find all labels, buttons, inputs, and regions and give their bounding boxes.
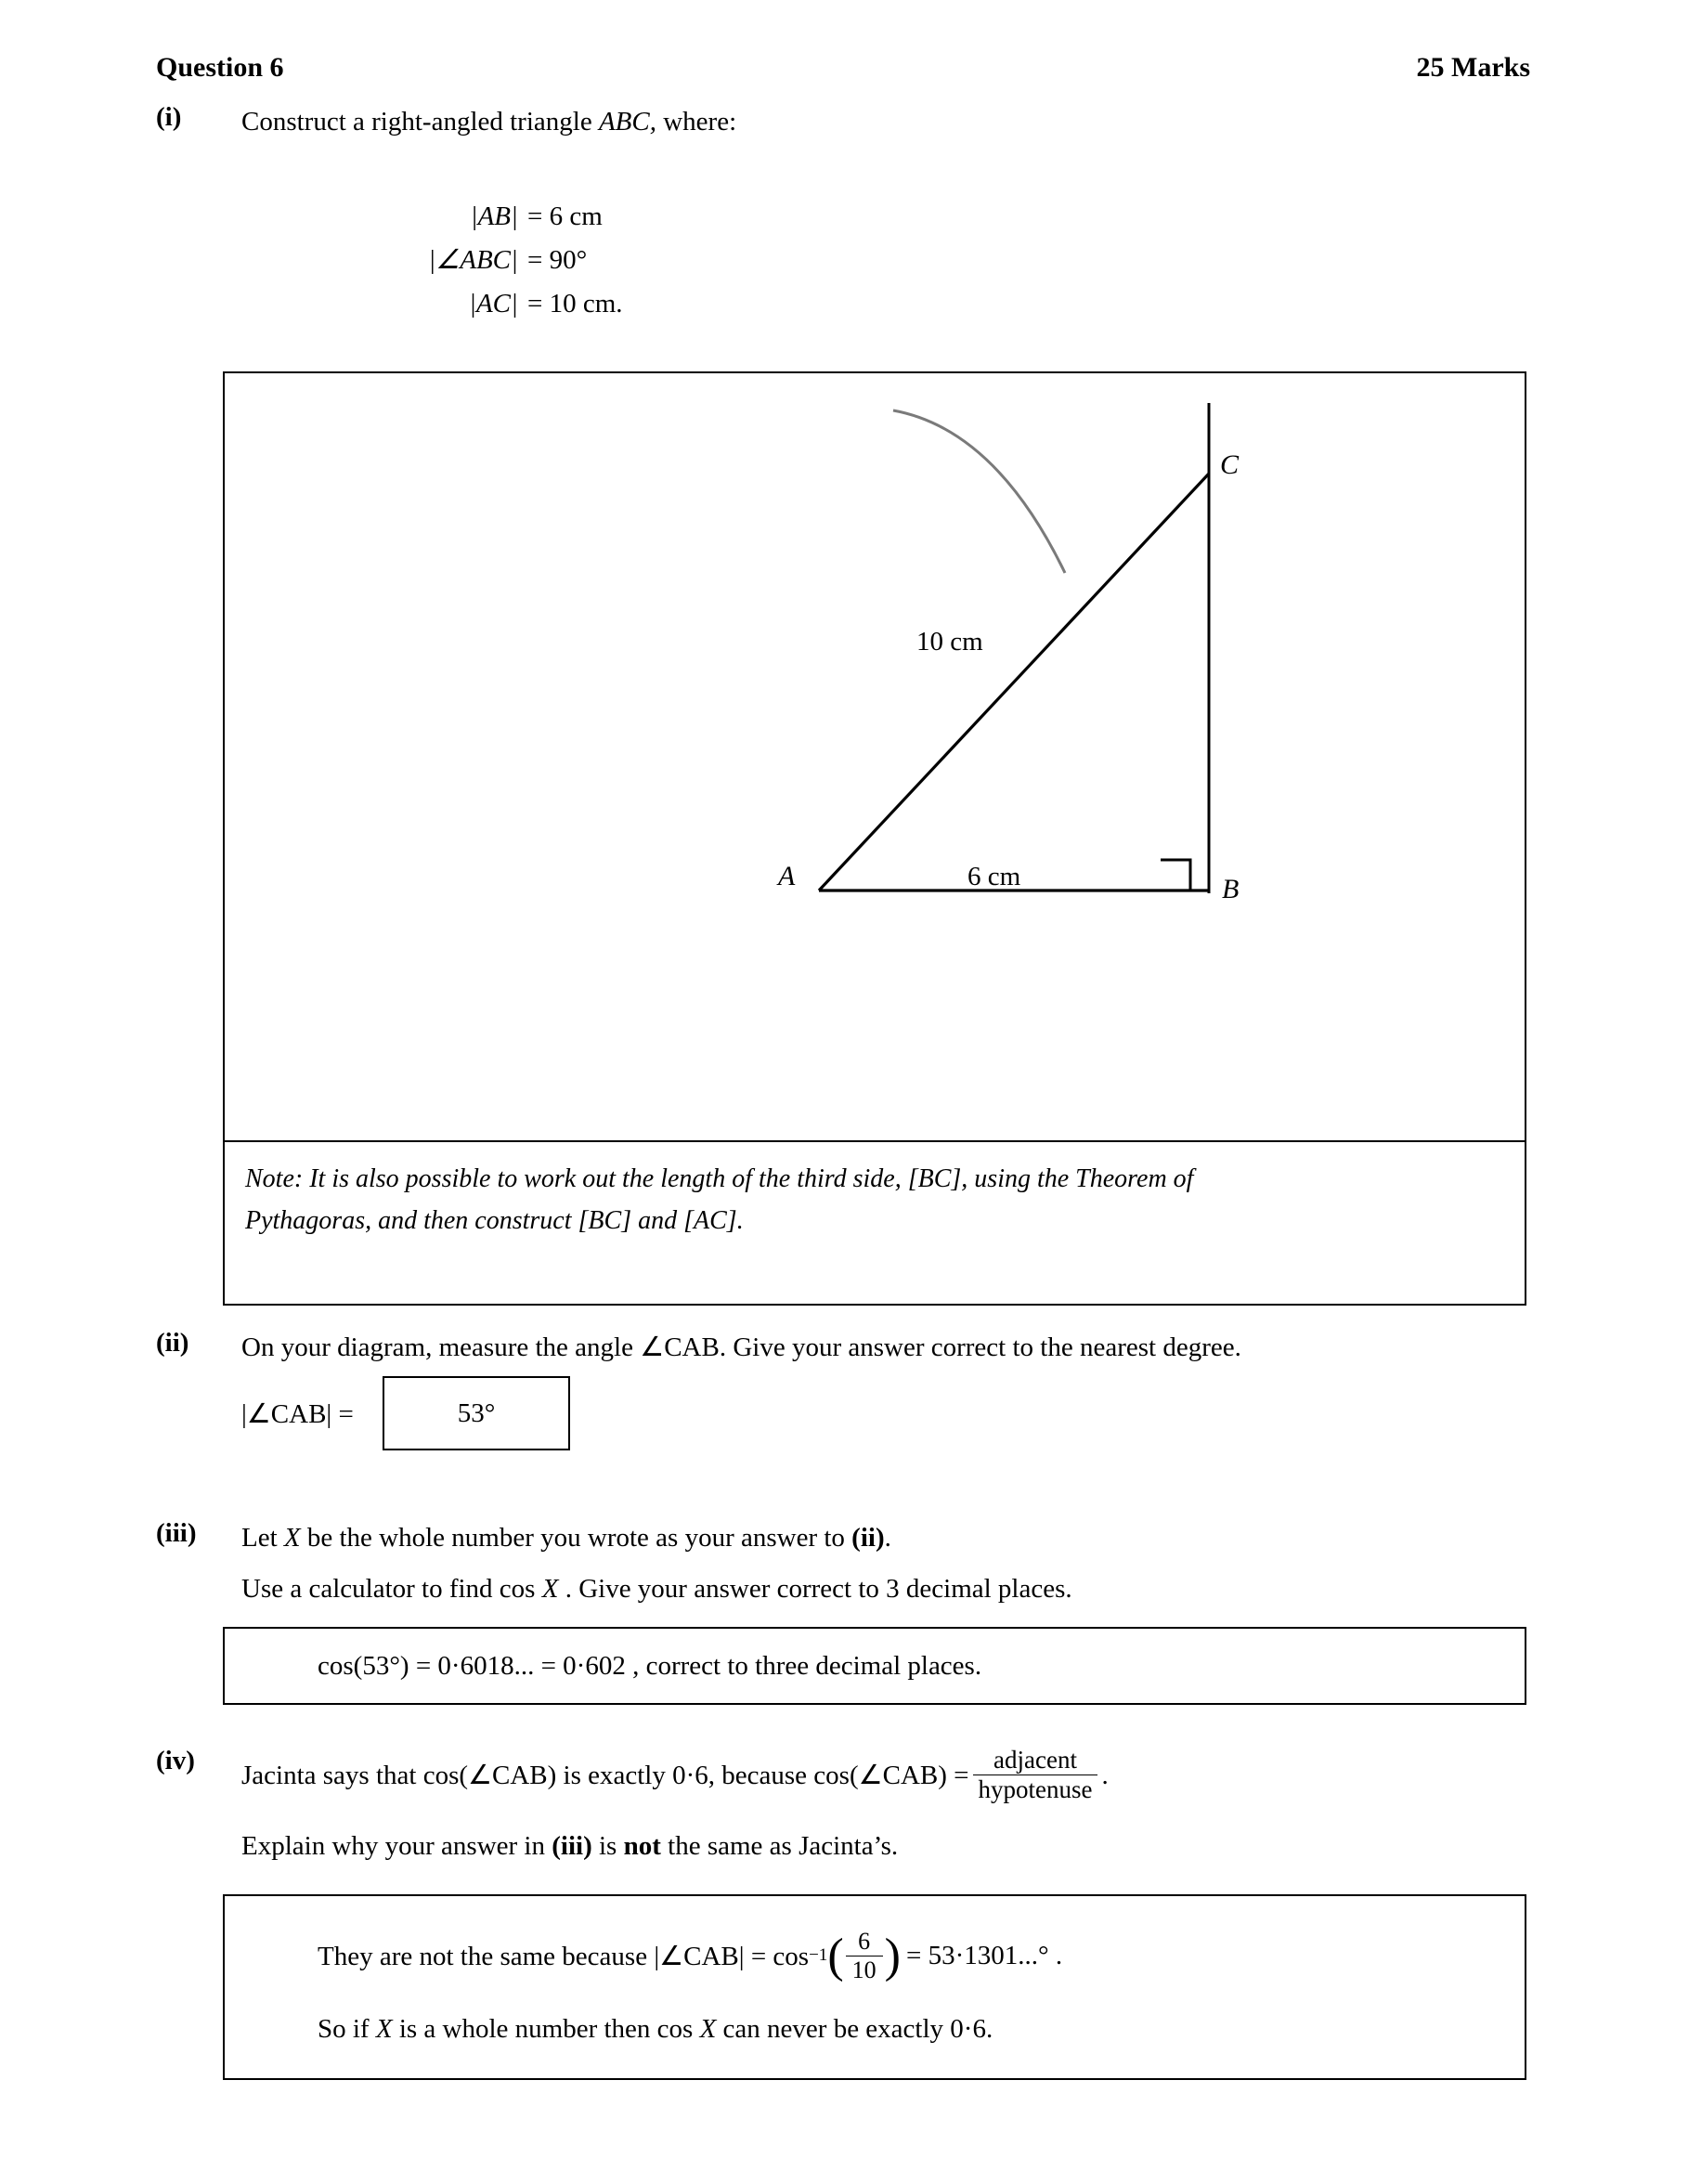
part-iii-l2c: . Give your answer correct to 3 decimal places. (558, 1574, 1072, 1604)
note-text-4: and (631, 1205, 684, 1235)
part-i-text-before: Construct a right-angled triangle (241, 107, 599, 136)
part-iv-ans-l2e: can never be exactly 0·6. (716, 2013, 993, 2044)
note-word-note: Note (245, 1164, 294, 1193)
part-iii-var-x: X (283, 1523, 301, 1553)
part-iii-text (241, 1518, 891, 1557)
part-i-label: (i) (156, 102, 182, 132)
part-iv-answer-line2 (225, 1984, 1525, 2045)
angle-cab-prefix: |∠CAB| = (241, 1399, 354, 1429)
question-title: Question 6 (156, 52, 284, 83)
angle-cab-answer-box[interactable] (383, 1376, 570, 1450)
part-iv-l2c: is (591, 1831, 624, 1861)
note-line-1 (245, 1159, 1499, 1201)
part-iv-line1 (241, 1746, 1109, 1804)
part-i-text (241, 102, 736, 141)
page-header (156, 52, 1530, 84)
part-iv-answer-line1 (225, 1896, 1525, 1984)
part-iv-ans-var-x1: X (375, 2013, 393, 2044)
frac-num-6: 6 (858, 1928, 871, 1955)
construction-conditions (323, 195, 623, 326)
part-iv-l2e: the same as Jacinta’s. (660, 1831, 899, 1861)
note-seg-ac: [AC] (683, 1205, 737, 1235)
angle-cab-answer-value: 53° (457, 1398, 496, 1428)
part-iv-l1a: Jacinta says that cos(∠CAB) is exactly 0·6, because cos(∠CAB) = (241, 1760, 969, 1790)
condition-row (323, 239, 623, 282)
part-iv-ref-iii: (iii) (552, 1831, 592, 1861)
part-iv-l2a: Explain why your answer in (241, 1831, 552, 1861)
part-iv-line2 (241, 1831, 898, 1862)
vertex-label-a: A (778, 861, 796, 891)
part-ii-label: (ii) (156, 1328, 189, 1358)
part-iv-ans-l1a: They are not the same because |∠CAB| = cos (318, 1941, 810, 1971)
part-iii-l1a: Let (241, 1523, 284, 1553)
part-iv-ans-l2a: So if (318, 2013, 376, 2044)
fraction-denominator: hypotenuse (973, 1774, 1098, 1804)
part-iii-answer-text: cos(53°) = 0·6018... = 0·602 , correct to three decimal places. (318, 1650, 982, 1681)
condition-row (323, 195, 623, 239)
part-iii-ref-ii: (ii) (851, 1523, 885, 1553)
six-over-ten-fraction (846, 1928, 883, 1984)
note-seg-bc: [BC] (907, 1164, 962, 1193)
cos-ratio-fraction (973, 1746, 1098, 1804)
right-paren: ) (884, 1929, 901, 1982)
part-iv-answer-box[interactable] (223, 1894, 1526, 2080)
condition-lhs: |AC| (468, 288, 518, 318)
condition-rhs: = 6 cm (527, 202, 603, 231)
part-iii-l2-var-x: X (541, 1574, 559, 1604)
note-text-3: Pythagoras, and then construct (245, 1205, 578, 1235)
side-ac (819, 474, 1209, 890)
part-iv-l1b: . (1101, 1760, 1109, 1790)
part-iv-not-word: not (623, 1831, 661, 1861)
base-length-label: 6 cm (967, 862, 1021, 891)
inverse-exponent: −1 (809, 1945, 828, 1966)
part-iv-label: (iv) (156, 1746, 195, 1775)
part-iii-line2 (241, 1574, 1072, 1605)
right-angle-marker (1161, 860, 1190, 890)
frac-den-10: 10 (846, 1956, 883, 1984)
part-i-text-after: where: (656, 107, 737, 136)
part-iii-l1e: . (884, 1523, 891, 1553)
note-box (223, 1142, 1526, 1306)
part-iv-ans-l2c: is a whole number then cos (392, 2013, 700, 2044)
part-iv (156, 1746, 1549, 1804)
triangle-svg (225, 373, 1525, 1140)
note-text-2: , using the Theorem of (961, 1164, 1194, 1193)
part-iv-ans-l1b: = 53·1301...° . (905, 1940, 1063, 1970)
condition-rhs: = 10 cm. (527, 288, 623, 318)
vertex-label-b: B (1222, 874, 1240, 904)
note-seg-bc-2: [BC] (578, 1205, 632, 1235)
part-iii (156, 1518, 1530, 1557)
construction-diagram (223, 371, 1526, 1142)
condition-lhs: |AB| (470, 202, 518, 231)
construction-arc-1 (893, 410, 1065, 573)
part-ii (156, 1328, 1530, 1367)
part-i (156, 102, 1530, 141)
marks-label: 25 Marks (1416, 52, 1530, 83)
part-iii-label: (iii) (156, 1518, 197, 1548)
note-line-2 (245, 1201, 1499, 1242)
vertex-label-c: C (1220, 449, 1240, 480)
part-ii-text: On your diagram, measure the angle ∠CAB. Give your answer correct to the nearest degree. (241, 1332, 1241, 1362)
part-i-triangle-name: ABC, (598, 107, 656, 136)
part-iii-l1c: be the whole number you wrote as your answer to (300, 1523, 852, 1553)
part-iii-l2a: Use a calculator to find cos (241, 1574, 542, 1604)
part-iv-ans-var-x2: X (699, 2013, 717, 2044)
part-iii-answer-box[interactable] (223, 1627, 1526, 1705)
fraction-numerator: adjacent (993, 1746, 1077, 1774)
note-text-1: : It is also possible to work out the length of the third side, (293, 1164, 908, 1193)
hypotenuse-length-label: 10 cm (916, 627, 983, 656)
left-paren: ( (827, 1929, 844, 1982)
condition-rhs: = 90° (527, 244, 588, 275)
condition-lhs: |∠ABC| (428, 244, 518, 275)
note-text-5: . (736, 1205, 744, 1235)
condition-row (323, 282, 623, 326)
